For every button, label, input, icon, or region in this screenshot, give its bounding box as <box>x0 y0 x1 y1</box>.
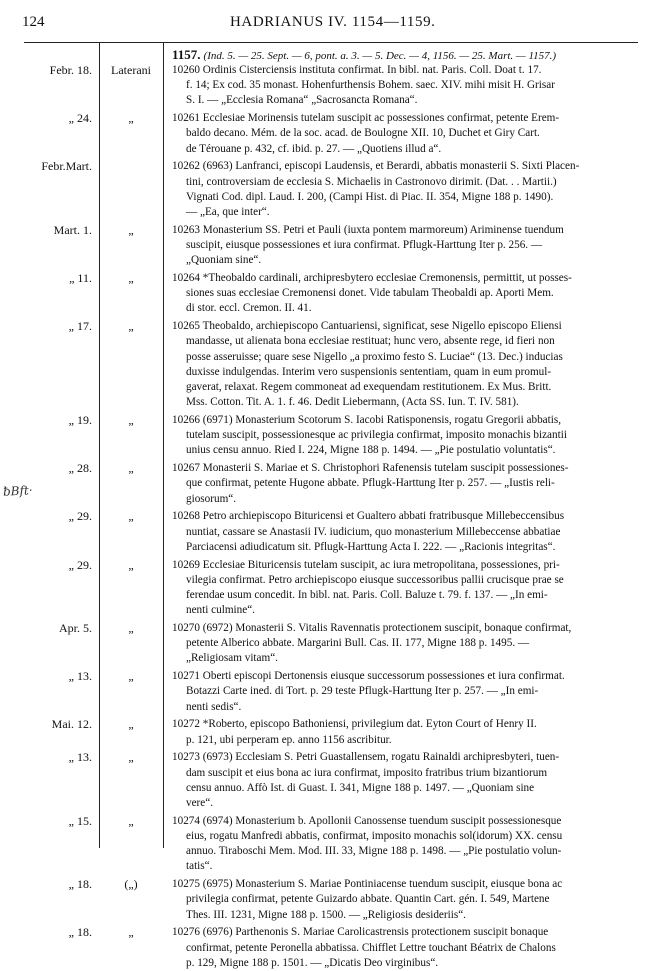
entry-text-line: siones suas ecclesiae Cremonensi donet. Vide tabulam Theobaldi ap. Aporti Mem. <box>186 287 554 300</box>
entry-place: „ <box>128 669 134 684</box>
entry-date: „ 17. <box>68 319 92 334</box>
entry-text-line: privilegia confirmat, petente Guizardo abbate. Quantin Cart. gén. I. 549, Martene <box>186 893 550 906</box>
entry-text <box>172 111 638 157</box>
entry-date: „ 11. <box>69 271 92 285</box>
year-number: 1157. <box>172 47 201 62</box>
entry-text-line: annuo. Tiraboschi Mem. Mod. III. 33, Migne 188 p. 1498. — „Pie postulatio volun- <box>186 845 562 858</box>
entry-text-line: 10276 (6976) Parthenonis S. Mariae Carolicastrensis protectionem suscipit bonaque <box>172 926 549 939</box>
entry-text-line: Botazzi Carte ined. di Tort. p. 29 teste Pflugk-Harttung Iter p. 257. — „In emi- <box>186 685 539 698</box>
entry-text <box>172 669 638 715</box>
entry-text <box>172 413 638 459</box>
entry-text-line: 10260 Ordinis Cisterciensis instituta confirmat. In bibl. nat. Paris. Coll. Doat t. 17. <box>172 64 542 76</box>
entry-text-line: f. 14; Ex cod. 35 monast. Hohenfurthensis Bohem. saec. XIV. mihi misit H. Grisar <box>186 79 555 92</box>
entry-place: „ <box>128 222 134 237</box>
entry-date: Mai. 12. <box>51 717 92 732</box>
entry-text-line: duxisse indulgendas. Interim vero suspensionis sententiam, quam in eum promul- <box>186 365 552 378</box>
entry-date: „ 18. <box>68 877 92 892</box>
entry-text-line: que confirmat, petente Hugone abbate. Pflugk-Harttung Iter p. 257. — „Iustis reli- <box>186 477 555 490</box>
entry-text-line: 10267 Monasterii S. Mariae et S. Christophori Rafenensis tutelam suscipit possessiones- <box>172 462 569 475</box>
entry-text-line: tatis“. <box>186 860 213 873</box>
year-indiction-spec: (Ind. 5. — 25. Sept. — 6, pont. a. 3. — 5. Dec. — 4, 1156. — 25. Mart. — 1157.) <box>203 50 557 62</box>
entry-text-line: 10264 *Theobaldo cardinali, archipresbytero ecclesiae Cremonensis, permittit, ut posses- <box>172 272 572 284</box>
entry-text <box>172 877 638 923</box>
entry-date: „ 13. <box>68 750 92 765</box>
entry-place: „ <box>128 111 134 126</box>
entry-text-line: 10268 Petro archiepiscopo Bituricensi et Gualtero abbati fratribusque Millebeccensibus <box>172 510 565 523</box>
entry-text-line: vilegia confirmat. Petro archiepiscopo eiusque successoribus pallii crucisque prae se <box>186 573 564 586</box>
entry-text-line: nenti sedis“. <box>186 700 242 713</box>
entry-date: „ 15. <box>68 813 92 828</box>
entry-text-line: — „Ea, que inter“. <box>186 206 270 218</box>
entry-text <box>172 63 638 109</box>
entry-date: „ 28. <box>68 461 92 476</box>
entry-text-line: nenti culmine“. <box>186 604 255 617</box>
entry-text <box>172 750 638 811</box>
entry-text <box>172 717 638 747</box>
entry-text-line: ferendae usum concedit. In bibl. nat. Paris. Coll. Baluze t. 79. f. 137. — „In emi- <box>186 589 548 601</box>
entry-text-line: giosorum“. <box>186 492 237 505</box>
entry-text-line: 10265 Theobaldo, archiepiscopo Cantuariensi, significat, sese Nigello episcopo Eliensi <box>172 320 562 333</box>
entry-text-line: eius, rogatu Manfredi abbatis, confirmat, imposito monachis sol(idorum) XX. censu <box>186 830 563 842</box>
year-heading <box>172 47 556 64</box>
entry-date: „ 24. <box>68 111 92 126</box>
entry-date: „ 29. <box>68 509 92 524</box>
entry-text-line: „Religiosam vitam“. <box>186 652 278 665</box>
entry-date: „ 19. <box>68 413 92 427</box>
entry-text-line: gaverat, relaxat. Regem commoneat ad exequendam restitutionem. Ex Mus. Britt. <box>186 381 552 393</box>
entry-text <box>172 271 638 317</box>
entry-text-line: 10273 (6973) Ecclesiam S. Petri Guastallensem, rogatu Rainaldi archipresbyteri, tuen- <box>172 751 560 764</box>
entry-text-line: Parciacensi adiudicatum sit. Pflugk-Harttung Acta I. 222. — „Racionis integritas“. <box>186 540 556 553</box>
entry-text <box>172 159 638 220</box>
entry-text-line: Thes. III. 1231, Migne 188 p. 1500. — „Religiosis desideriis“. <box>186 908 466 921</box>
entry-text-line: nuntiat, cassare se Anastasii IV. iudicium, quo monasterium Millebeccense abbatiae <box>186 525 561 538</box>
entry-text-line: 10261 Ecclesiae Morinensis tutelam suscipit ac possessiones confirmat, petente Erem- <box>172 112 560 125</box>
entry-place: „ <box>128 925 134 940</box>
entry-text-line: „Quoniam sine“. <box>186 254 262 267</box>
entry-text-line: p. 121, ubi perperam ep. anno 1156 ascribitur. <box>186 733 392 746</box>
entry-text-line: Vignati Cod. dipl. Laud. I. 200, (Campi Hist. di Piac. II. 354, Migne 188 p. 1490). <box>186 190 554 203</box>
entry-place: („) <box>124 877 138 892</box>
entry-text-line: 10272 *Roberto, episcopo Bathoniensi, privilegium dat. Eyton Court of Henry II. <box>172 718 537 731</box>
entry-text-line: 10271 Oberti episcopi Dertonensis eiusque successorum possessiones et iura confirmat. <box>172 670 565 683</box>
entry-text-line: posse asseruisse; quare sese Nigello „a proximo festo S. Luciae“ (13. Dec.) inducias <box>186 350 563 363</box>
entry-text <box>172 461 638 507</box>
entry-text-line: suscipit, eiusque possessiones et iura confirmat. Pflugk-Harttung Iter p. 256. — <box>186 239 543 251</box>
entry-text-line: unius censu annuo. Ried I. 224, Migne 188 p. 1494. — „Pie postulatio voluntatis“. <box>186 444 556 457</box>
entry-text-line: 10275 (6975) Monasterium S. Mariae Pontiniacense tuendum suscipit, eiusque bona ac <box>172 878 563 891</box>
entry-text-line: vere“. <box>186 797 214 809</box>
entry-date: Febr.Mart. <box>41 159 92 174</box>
entry-text-line: 10266 (6971) Monasterium Scotorum S. Iacobi Ratisponensis, rogatu Gregorii abbatis, <box>172 414 562 426</box>
entry-text-line: 10274 (6974) Monasterium b. Apollonii Canossense tuendum suscipit possessionesque <box>172 814 562 827</box>
entry-text-line: baldo decano. Mém. de la soc. acad. de Boulogne XII. 10, Duchet et Giry Cart. <box>186 127 540 140</box>
entry-text-line: 10269 Ecclesiae Bituricensis tutelam suscipit, ac iura metropolitana, possessiones, pri- <box>172 558 560 571</box>
entry-place: Laterani <box>111 63 151 77</box>
entry-text-line: di stor. eccl. Cremon. II. 41. <box>186 302 312 315</box>
entry-text-line: de Térouane p. 432, cf. ibid. p. 27. — „Quotiens illud a“. <box>186 142 442 155</box>
entry-date: Apr. 5. <box>59 621 92 635</box>
entry-text-line: tini, controversiam de ecclesia S. Michaelis in Castronovo dirimit. (Dat. . . Martii.) <box>186 175 557 188</box>
entry-text-line: confirmat, petente Peronella abbatissa. Chifflet Lettre touchant Béatrix de Chalons <box>186 941 556 954</box>
entry-text <box>172 509 638 555</box>
entry-place: „ <box>128 750 134 765</box>
entry-text-line: 10263 Monasterium SS. Petri et Pauli (iuxta pontem marmoreum) Ariminense tuendum <box>172 223 564 236</box>
entry-date: „ 29. <box>68 557 92 572</box>
entry-text <box>172 925 638 971</box>
entry-date: Febr. 18. <box>49 63 92 77</box>
entry-place: „ <box>128 557 134 572</box>
entry-text <box>172 621 638 667</box>
entry-text-line: dam suscipit et eius bona ac iura confirmat, imposito fratribus trium bizantiorum <box>186 766 548 779</box>
entry-text-line: S. I. — „Ecclesia Romana“ „Sacrosancta Romana“. <box>186 94 418 107</box>
entry-text <box>172 814 638 875</box>
entry-text <box>172 558 638 619</box>
handwritten-margin-note: ƀBft· <box>2 483 33 499</box>
entry-text-line: 10262 (6963) Lanfranci, episcopi Laudensis, et Berardi, abbatis monasterii S. Sixti Placen- <box>172 160 580 173</box>
entry-place: „ <box>128 413 134 427</box>
entry-text-line: mandasse, ut alienata bona ecclesiae restituat; hunc vero, absente rege, id fieri non <box>186 335 555 348</box>
entry-text-line: 10270 (6972) Monasterii S. Vitalis Ravennatis protectionem suscipit, bonaque confirmat, <box>172 622 572 634</box>
entry-date: „ 18. <box>68 925 92 940</box>
entry-place: „ <box>128 509 134 524</box>
entry-text <box>172 319 638 410</box>
entry-text-line: Mss. Cotton. Tit. A. 1. f. 46. Dedit Liebermann, (Acta SS. Iun. T. IV. 581). <box>186 396 519 409</box>
entry-date: Mart. 1. <box>53 222 92 237</box>
entry-text-line: tutelam suscipit, possessionesque ac privilegia confirmat, imposito monachis bizantii <box>186 429 567 442</box>
running-title: HADRIANUS IV. 1154—1159. <box>230 14 436 30</box>
running-header <box>0 14 650 34</box>
entry-text-line: petente Alberico abbate. Margarini Bull. Cas. II. 177, Migne 188 p. 1495. — <box>186 637 530 650</box>
entry-place: „ <box>128 319 134 334</box>
entry-place: „ <box>128 717 134 732</box>
entry-place: „ <box>128 461 134 476</box>
entry-place: „ <box>128 813 134 828</box>
entry-place: „ <box>128 271 134 285</box>
entry-date: „ 13. <box>68 669 92 684</box>
entry-text-line: p. 129, Migne 188 p. 1501. — „Dicatis Deo virginibus“. <box>186 956 439 969</box>
column-divider-place <box>163 42 164 848</box>
entry-text <box>172 223 638 269</box>
header-rule <box>24 42 638 43</box>
entry-text-line: censu annuo. Affò Ist. di Guast. I. 341, Migne 188 p. 1497. — „Quoniam sine <box>186 781 535 794</box>
entry-place: „ <box>128 621 134 635</box>
page-number: 124 <box>22 14 45 30</box>
